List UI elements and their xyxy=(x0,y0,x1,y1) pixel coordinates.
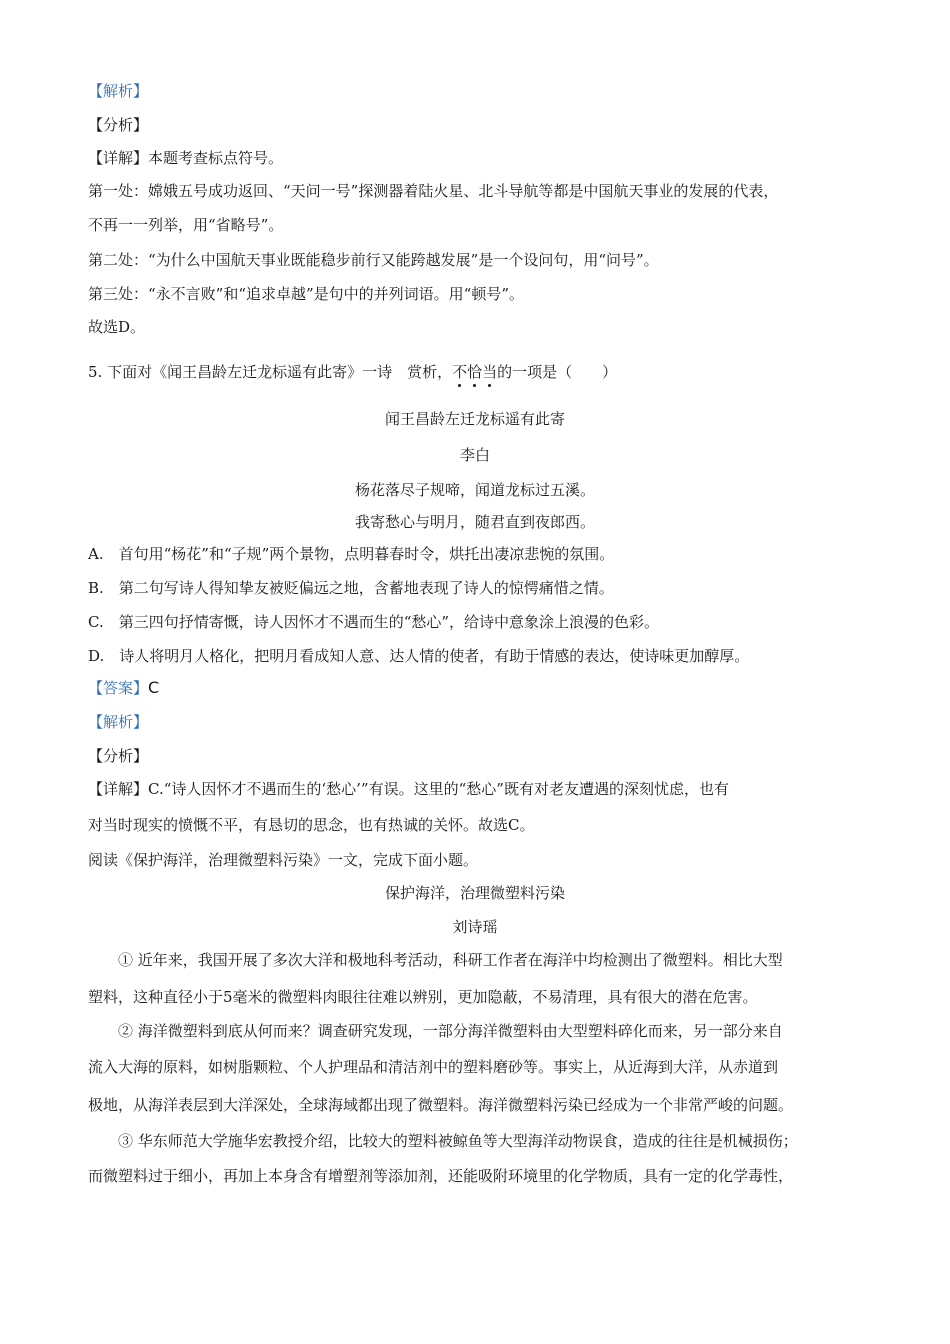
analysis-heading: 【解析】 xyxy=(88,82,149,100)
poem-title: 闻王昌龄左迁龙标遥有此寄 xyxy=(384,410,565,428)
detail-line: 【详解】本题考查标点符号。 xyxy=(88,149,284,167)
article-title: 保护海洋，治理微塑料污染 xyxy=(384,884,565,902)
analysis-heading: 【解析】 xyxy=(88,713,149,731)
paragraph-line: 而微塑料过于细小，再加上本身含有增塑剂等添加剂，还能吸附环境里的化学物质，具有一定的化学毒性， xyxy=(88,1167,794,1185)
paragraph-line: 流入大海的原料，如树脂颗粒、个人护理品和清洁剂中的塑料磨砂等。事实上，从近海到大洋，从赤道到 xyxy=(88,1058,779,1076)
question-5-prefix: 5. 下面对《闻王昌龄左迁龙标遥有此寄》一诗 赏析， xyxy=(88,363,453,381)
option-b: B. 第二句写诗人得知挚友被贬偏远之地，含蓄地表现了诗人的惊愕痛惜之情。 xyxy=(88,579,614,597)
detail-line: 第三处：“永不言败”和“追求卓越”是句中的并列词语。用“顿号”。 xyxy=(88,285,525,303)
fenxi-heading: 【分析】 xyxy=(88,747,149,765)
poem-line: 杨花落尽子规啼，闻道龙标过五溪。 xyxy=(354,481,595,499)
paragraph-line: ① 近年来，我国开展了多次大洋和极地科考活动，科研工作者在海洋中均检测出了微塑料。相比大型 xyxy=(118,951,783,969)
answer-line xyxy=(88,678,159,698)
detail-line: 不再一一列举，用“省略号”。 xyxy=(88,216,284,234)
reading-intro: 阅读《保护海洋，治理微塑料污染》一文，完成下面小题。 xyxy=(88,851,479,869)
question-5-emphasis xyxy=(452,363,497,381)
poem-line: 我寄愁心与明月，随君直到夜郎西。 xyxy=(354,513,595,531)
detail-line: 对当时现实的愤慨不平，有恳切的思念，也有热诚的关怀。故选C。 xyxy=(88,816,535,834)
detail-line: 第二处：“为什么中国航天事业既能稳步前行又能跨越发展”是一个设问句，用“问号”。 xyxy=(88,251,659,269)
detail-label: 【详解】 xyxy=(88,780,149,798)
paragraph-line: ③ 华东师范大学施华宏教授介绍，比较大的塑料被鲸鱼等大型海洋动物误食，造成的往往是机械损伤； xyxy=(118,1132,798,1150)
paragraph-line: 塑料，这种直径小于5毫米的微塑料肉眼往往难以辨别，更加隐蔽，不易清理，具有很大的潜在危害。 xyxy=(88,988,758,1006)
article-author: 刘诗瑶 xyxy=(452,918,498,936)
question-5 xyxy=(88,362,617,382)
option-d: D. 诗人将明月人格化，把明月看成知人意、达人情的使者，有助于情感的表达，使诗味更加醇厚。 xyxy=(88,647,750,665)
question-5-suffix: 的一项是（ ） xyxy=(497,363,618,381)
conclusion-line: 故选D。 xyxy=(88,318,146,336)
paragraph-line: ② 海洋微塑料到底从何而来？调查研究发现，一部分海洋微塑料由大型塑料碎化而来，另一部分来自 xyxy=(118,1022,783,1040)
detail-text: C.“诗人因怀才不遇而生的‘愁心’”有误。这里的“愁心”既有对老友遭遇的深刻忧虑，也有 xyxy=(148,780,729,798)
detail-line: 第一处：嫦娥五号成功返回、“天问一号”探测器着陆火星、北斗导航等都是中国航天事业的发展的代表， xyxy=(88,182,779,200)
option-a: A. 首句用“杨花”和“子规”两个景物，点明暮春时令，烘托出凄凉悲惋的氛围。 xyxy=(88,545,615,563)
fenxi-heading: 【分析】 xyxy=(88,116,149,134)
emphasis-char: 恰 xyxy=(467,363,483,381)
emphasis-char: 当 xyxy=(482,363,498,381)
paragraph-line: 极地，从海洋表层到大洋深处，全球海域都出现了微塑料。海洋微塑料污染已经成为一个非常严峻的问题。 xyxy=(88,1096,794,1114)
poem-author: 李白 xyxy=(459,446,490,464)
answer-value: C xyxy=(148,678,160,697)
option-c: C. 第三四句抒情寄慨，诗人因怀才不遇而生的“愁心”，给诗中意象涂上浪漫的色彩。 xyxy=(88,613,660,631)
detail-line xyxy=(88,779,729,799)
answer-label: 【答案】 xyxy=(88,679,149,697)
emphasis-char: 不 xyxy=(452,363,468,381)
